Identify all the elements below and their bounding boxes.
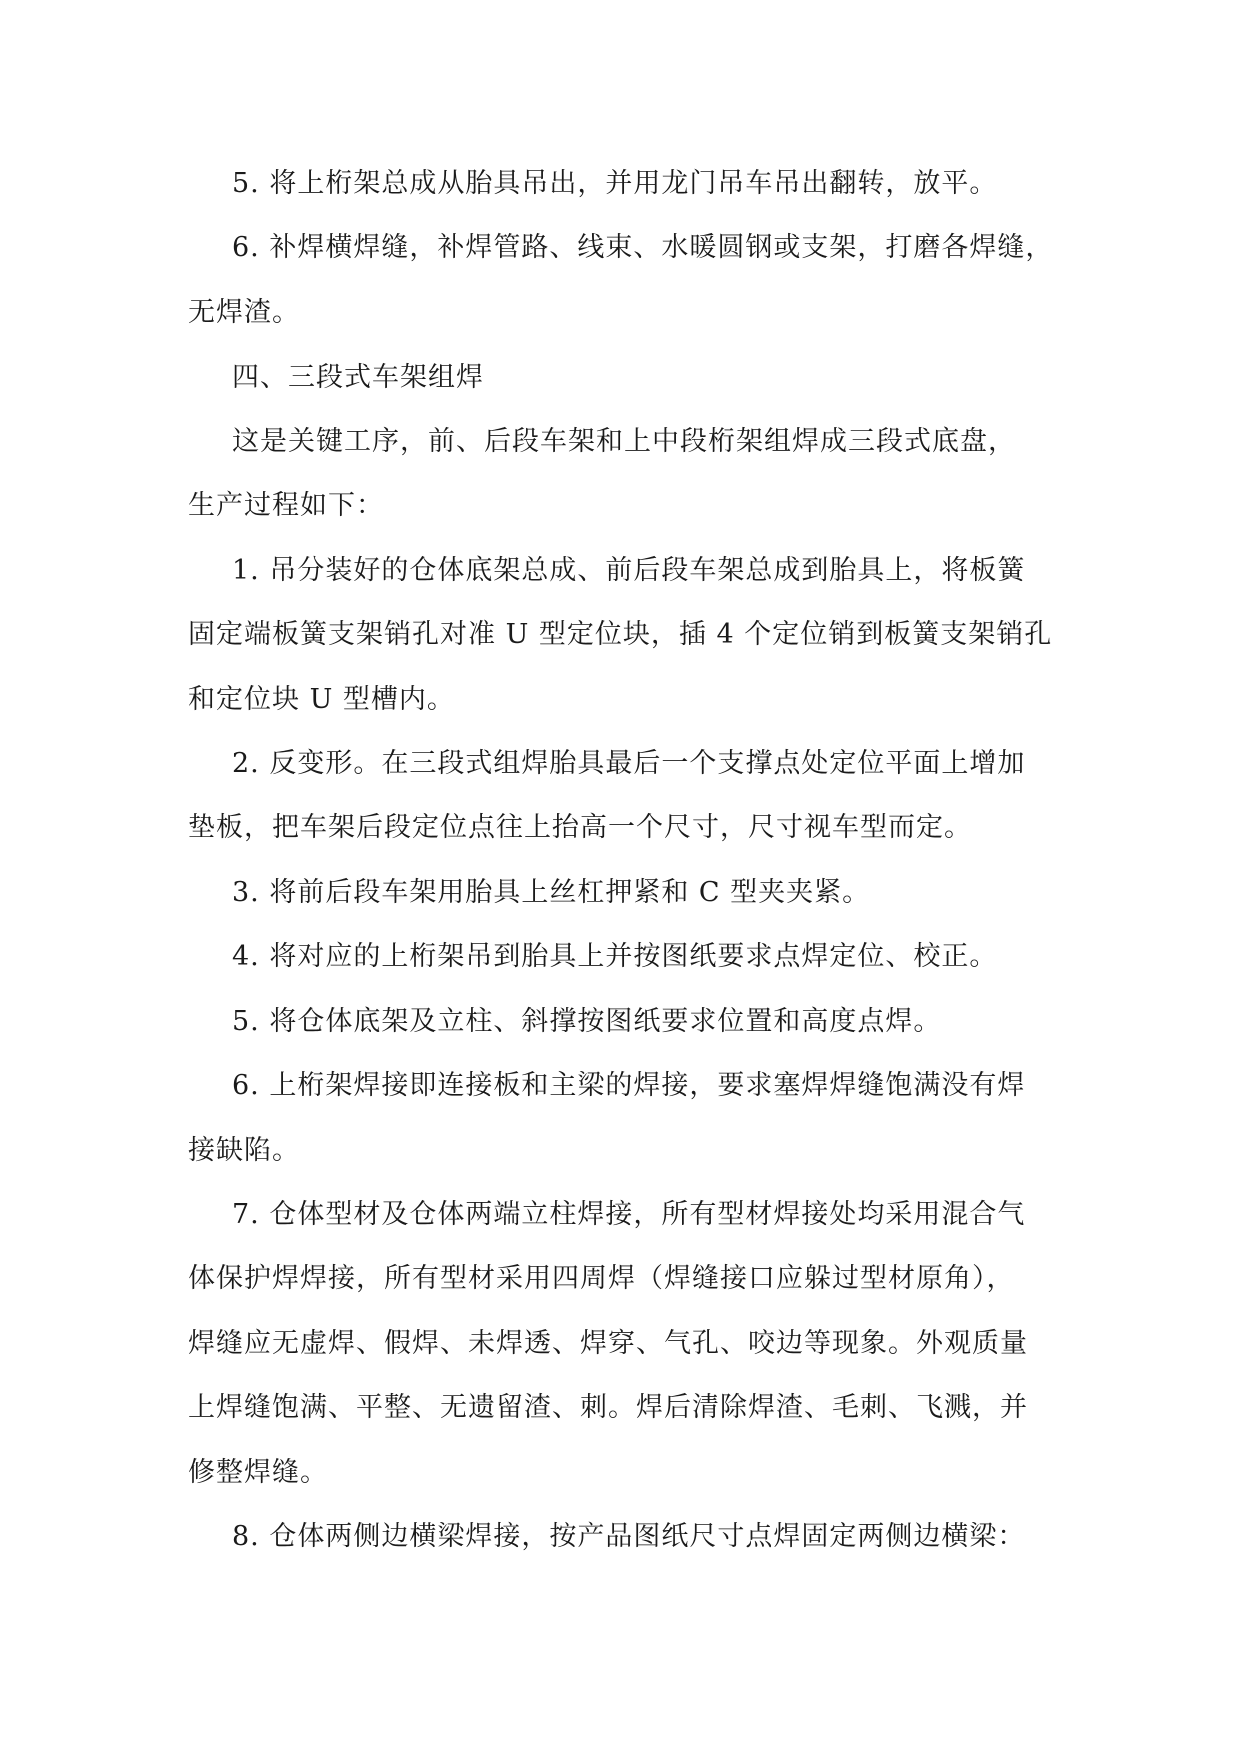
text-line: 5. 将仓体底架及立柱、斜撑按图纸要求位置和高度点焊。 xyxy=(232,1006,942,1037)
text-line: 无焊渣。 xyxy=(188,297,300,328)
text-line: 焊缝应无虚焊、假焊、未焊透、焊穿、气孔、咬边等现象。外观质量 xyxy=(188,1328,1028,1359)
text-line: 8. 仓体两侧边横梁焊接，按产品图纸尺寸点焊固定两侧边横梁： xyxy=(232,1521,1026,1552)
text-line: 修整焊缝。 xyxy=(188,1457,328,1488)
text-line: 2. 反变形。在三段式组焊胎具最后一个支撑点处定位平面上增加 xyxy=(232,748,1026,779)
text-line: 体保护焊焊接，所有型材采用四周焊（焊缝接口应躲过型材原角）， xyxy=(188,1263,1015,1294)
text-line: 4. 将对应的上桁架吊到胎具上并按图纸要求点焊定位、校正。 xyxy=(232,941,998,972)
text-line: 5. 将上桁架总成从胎具吊出，并用龙门吊车吊出翻转，放平。 xyxy=(232,168,998,199)
text-line: 上焊缝饱满、平整、无遗留渣、刺。焊后清除焊渣、毛刺、飞溅，并 xyxy=(188,1392,1028,1423)
text-line: 和定位块 U 型槽内。 xyxy=(188,684,455,715)
text-line: 这是关键工序，前、后段车架和上中段桁架组焊成三段式底盘， xyxy=(232,426,1016,457)
text-line: 6. 上桁架焊接即连接板和主梁的焊接，要求塞焊焊缝饱满没有焊 xyxy=(232,1070,1026,1101)
text-line: 生产过程如下： xyxy=(188,490,384,521)
text-line: 7. 仓体型材及仓体两端立柱焊接，所有型材焊接处均采用混合气 xyxy=(232,1199,1026,1230)
text-line: 垫板，把车架后段定位点往上抬高一个尺寸，尺寸视车型而定。 xyxy=(188,812,972,843)
text-line: 固定端板簧支架销孔对准 U 型定位块，插 4 个定位销到板簧支架销孔 xyxy=(188,619,1053,650)
section-heading: 四、三段式车架组焊 xyxy=(232,362,484,393)
text-line: 1. 吊分装好的仓体底架总成、前后段车架总成到胎具上，将板簧 xyxy=(232,555,1026,586)
text-line: 3. 将前后段车架用胎具上丝杠押紧和 C 型夹夹紧。 xyxy=(232,877,871,908)
text-line: 6. 补焊横焊缝，补焊管路、线束、水暖圆钢或支架，打磨各焊缝， xyxy=(232,232,1054,263)
text-line: 接缺陷。 xyxy=(188,1135,300,1166)
